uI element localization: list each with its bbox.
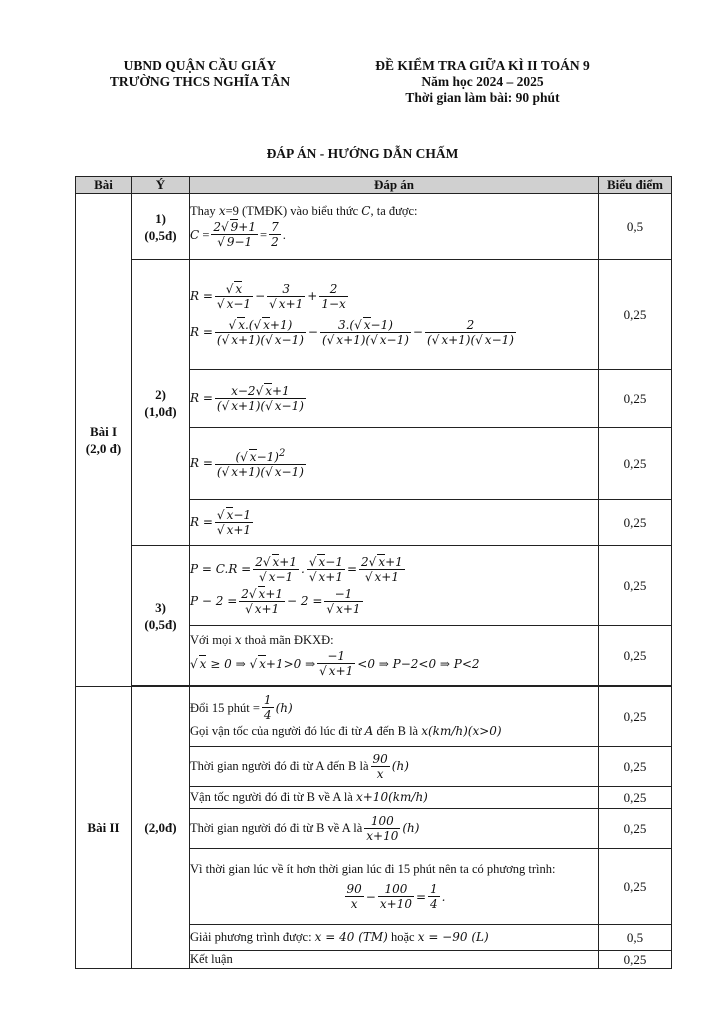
bai2-score-5: 0,25 [599, 849, 672, 925]
bai2-score-2: 0,25 [599, 747, 672, 787]
table-header-row [76, 177, 672, 194]
school-name: TRƯỜNG THCS NGHĨA TÂN [109, 74, 291, 89]
exam-duration: Thời gian làm bài: 90 phút [405, 90, 560, 105]
col-header-bai: Bài [76, 177, 132, 194]
y2-answer-step3: R = $\frac{(√ x-1)^2}{(√ x+1)(√ x-1)}$ [190, 428, 599, 500]
col-header-dap-an: Đáp án [190, 177, 599, 194]
y3-score-1: 0,25 [599, 546, 672, 626]
y2-answer-step2: R = $\frac{x-2√ x+1}{(√ x+1)(√ x-1)}$ [190, 370, 599, 428]
bai-2-points: (2,0đ) [132, 687, 190, 969]
district-name: UBND QUẬN CẦU GIẤY [123, 58, 277, 73]
col-header-y: Ý [132, 177, 190, 194]
school-year: Năm học 2024 – 2025 [421, 74, 544, 89]
school-header [95, 58, 305, 90]
bai2-score-3: 0,25 [599, 787, 672, 809]
y1-label: 1) (0,5đ) [132, 194, 190, 260]
col-header-bieu-diem: Biểu điểm [599, 177, 672, 194]
table-row [76, 546, 672, 626]
y1-score: 0,5 [599, 194, 672, 260]
y2-score-2: 0,25 [599, 370, 672, 428]
y3-answer-step2: Với mọi x thoả mãn ĐKXĐ: √ x ≥ 0 ⇒ √ x +1>0 ⇒ $\frac{-1}{√ x+1}$ <0 ⇒ P−2<0 ⇒ P<2 [190, 626, 599, 686]
y2-score-1: 0,25 [599, 260, 672, 370]
page-title: ĐÁP ÁN - HƯỚNG DẪN CHẤM [266, 146, 459, 161]
table-row [76, 687, 672, 747]
bai2-answer-6: Giải phương trình được: x = 40 (TM) hoặc x = −90 (L) [190, 925, 599, 951]
y2-score-3: 0,25 [599, 428, 672, 500]
bai2-score-6: 0,5 [599, 925, 672, 951]
bai2-score-4: 0,25 [599, 809, 672, 849]
bai2-answer-3: Vận tốc người đó đi từ B về A là x+10(km/h) [190, 787, 599, 809]
y1-answer: Thay x=9 (TMĐK) vào biểu thức C, ta được: C = $\frac{2√ 9+1}{√ 9-1}$ = $\frac{7}{2}$ . [190, 194, 599, 260]
y3-score-2: 0,25 [599, 626, 672, 686]
bai-2-label: Bài II [76, 687, 132, 969]
y3-label: 3) (0,5đ) [132, 546, 190, 686]
bai2-answer-7: Kết luận [190, 951, 599, 969]
exam-title: ĐỀ KIỂM TRA GIỮA KÌ II TOÁN 9 [375, 58, 590, 73]
y2-label: 2) (1,0đ) [132, 260, 190, 546]
y2-answer-step1: R = $\frac{√ x}{√ x-1}$ − $\frac{3}{√ x+1}$ + $\frac{2}{1-x}$ R = $\frac{√ x.(√ x+1)}{(√ x+1)(√ x-1)}$ − $\frac{3.(√ x-1)}{(√ x+1)(√ x-1)}$ − $\frac{2}{(√ x+1)(√ x-1)}$ [190, 260, 599, 370]
table-row [76, 260, 672, 370]
exam-header [360, 58, 605, 106]
table-row [76, 194, 672, 260]
bai2-answer-2: Thời gian người đó đi từ A đến B là $\frac{90}{x}$ (h) [190, 747, 599, 787]
y2-score-4: 0,25 [599, 500, 672, 546]
bai2-score-7: 0,25 [599, 951, 672, 969]
bai-1-label: Bài I (2,0 đ) [76, 194, 132, 687]
answer-table [75, 176, 672, 969]
y3-answer-step1: P = C.R = $\frac{2√ x+1}{√ x-1}$ . $\frac{√ x-1}{√ x+1}$ = $\frac{2√ x+1}{√ x+1}$ P − 2 = $\frac{2√ x+1}{√ x+1}$ − 2 = $\frac{-1}{√ x+1}$ [190, 546, 599, 626]
y2-answer-step4: R = $\frac{√ x-1}{√ x+1}$ [190, 500, 599, 546]
bai2-answer-4: Thời gian người đó đi từ B về A là $\frac{100}{x+10}$ (h) [190, 809, 599, 849]
bai2-answer-1: Đổi 15 phút = $\frac{1}{4}$ (h) Gọi vận tốc của người đó lúc đi từ A đến B là x(km/h)(x>0) [190, 687, 599, 747]
bai2-score-1: 0,25 [599, 687, 672, 747]
bai2-answer-5: Vì thời gian lúc về ít hơn thời gian lúc đi 15 phút nên ta có phương trình: $\frac{90}{x}$ − $\frac{100}{x+10}$ = $\frac{1}{4}$ . [190, 849, 599, 925]
